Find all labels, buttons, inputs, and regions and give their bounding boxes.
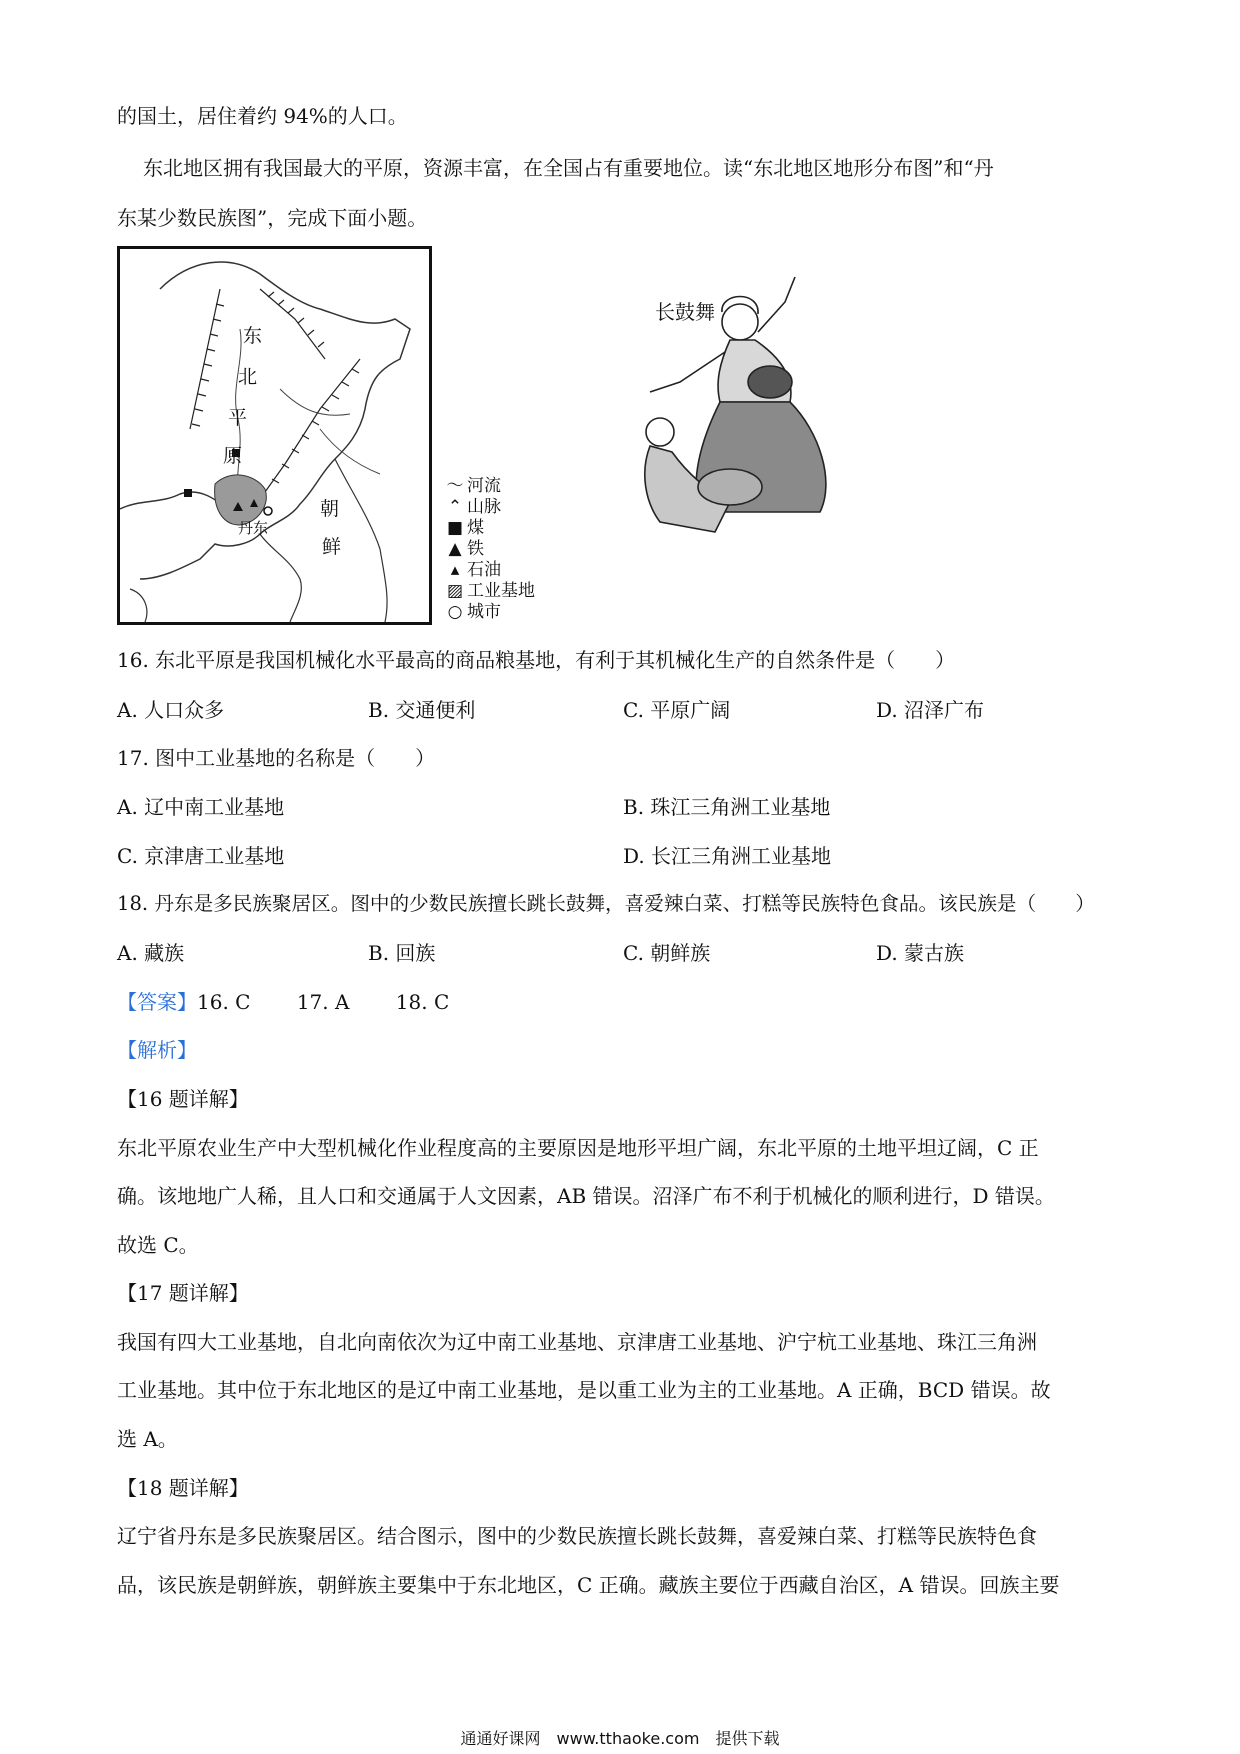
legend-row bbox=[445, 497, 535, 518]
question-18-stem: 18. 丹东是多民族聚居区。图中的少数民族擅长跳长鼓舞，喜爱辣白菜、打糕等民族特色食品。该民族是（ ） bbox=[117, 892, 1095, 915]
detail-17-line-1: 我国有四大工业基地，自北向南依次为辽中南工业基地、京津唐工业基地、沪宁杭工业基地、珠江三角洲 bbox=[117, 1330, 1037, 1354]
map-label-dandong: 丹东 bbox=[238, 519, 269, 537]
question-18-option-d[interactable]: D. 蒙古族 bbox=[876, 941, 965, 965]
map-label-chao: 朝 bbox=[320, 498, 340, 520]
map-label-ping: 平 bbox=[228, 407, 248, 429]
passage-line-1: 东北地区拥有我国最大的平原，资源丰富，在全国占有重要地位。读“东北地区地形分布图”和“丹 bbox=[143, 156, 994, 180]
legend-label: 煤 bbox=[467, 518, 484, 538]
question-17-option-b[interactable]: B. 珠江三角洲工业基地 bbox=[623, 795, 831, 819]
industrial-base-icon: ▨ bbox=[446, 581, 464, 601]
legend-row bbox=[445, 518, 535, 539]
oil-icon: ▴ bbox=[450, 560, 460, 580]
answer-item: 16. C bbox=[197, 990, 251, 1014]
detail-17-heading: 【17 题详解】 bbox=[117, 1281, 249, 1305]
page-footer[interactable]: 通通好课网 www.tthaoke.com 提供下载 bbox=[460, 1729, 780, 1748]
long-drum-dance-illustration bbox=[620, 262, 860, 562]
question-16-stem: 16. 东北平原是我国机械化水平最高的商品粮基地，有利于其机械化生产的自然条件是（ ） bbox=[117, 648, 956, 672]
legend-row bbox=[445, 539, 535, 560]
detail-16-heading: 【16 题详解】 bbox=[117, 1087, 249, 1111]
city-icon: ○ bbox=[447, 602, 463, 622]
question-17-option-d[interactable]: D. 长江三角洲工业基地 bbox=[623, 844, 832, 868]
map-label-yuan: 原 bbox=[223, 445, 243, 467]
answer-item: 18. C bbox=[395, 990, 450, 1014]
legend-label: 石油 bbox=[467, 560, 501, 580]
legend-row bbox=[445, 602, 535, 623]
detail-18-line-1: 辽宁省丹东是多民族聚居区。结合图示，图中的少数民族擅长跳长鼓舞，喜爱辣白菜、打糕等民族特色食 bbox=[117, 1524, 1037, 1548]
question-16-option-a[interactable]: A. 人口众多 bbox=[117, 698, 225, 722]
legend-row bbox=[445, 560, 535, 581]
detail-16-line-1: 东北平原农业生产中大型机械化作业程度高的主要原因是地形平坦广阔，东北平原的土地平坦辽阔，C 正 bbox=[117, 1136, 1039, 1160]
map-drawing bbox=[120, 249, 429, 622]
legend-label: 工业基地 bbox=[467, 581, 535, 601]
question-18-option-c[interactable]: C. 朝鲜族 bbox=[623, 941, 711, 965]
answer-tag: 【答案】 bbox=[117, 990, 197, 1014]
question-17-option-a[interactable]: A. 辽中南工业基地 bbox=[117, 795, 285, 819]
question-16-option-b[interactable]: B. 交通便利 bbox=[368, 698, 476, 722]
river-icon: 〜 bbox=[446, 476, 464, 496]
question-16-option-d[interactable]: D. 沼泽广布 bbox=[876, 698, 985, 722]
detail-18-heading: 【18 题详解】 bbox=[117, 1476, 249, 1500]
detail-16-line-3: 故选 C。 bbox=[117, 1233, 199, 1257]
question-18-option-b[interactable]: B. 回族 bbox=[368, 941, 436, 965]
answer-line bbox=[117, 989, 449, 1015]
map-label-bei: 北 bbox=[238, 366, 258, 388]
map-legend bbox=[445, 476, 535, 623]
passage-line-2: 东某少数民族图”，完成下面小题。 bbox=[117, 206, 428, 230]
map-label-xian: 鲜 bbox=[322, 536, 342, 558]
question-18-option-a[interactable]: A. 藏族 bbox=[117, 941, 185, 965]
legend-row bbox=[445, 581, 535, 602]
coal-icon: ■ bbox=[446, 518, 464, 538]
question-16-option-c[interactable]: C. 平原广阔 bbox=[623, 698, 731, 722]
legend-label: 河流 bbox=[467, 476, 501, 496]
detail-16-line-2: 确。该地地广人稀，且人口和交通属于人文因素，AB 错误。沼泽广布不利于机械化的顺利进行，D 错误。 bbox=[117, 1184, 1055, 1208]
iron-icon: ▲ bbox=[448, 539, 462, 559]
detail-17-line-3: 选 A。 bbox=[117, 1427, 178, 1451]
intro-tail-text: 的国土，居住着约 94%的人口。 bbox=[117, 104, 408, 128]
legend-label: 城市 bbox=[467, 602, 501, 622]
analysis-tag: 【解析】 bbox=[117, 1038, 197, 1062]
mountain-icon: ⌃ bbox=[447, 497, 463, 517]
northeast-terrain-map bbox=[117, 246, 432, 625]
question-17-option-c[interactable]: C. 京津唐工业基地 bbox=[117, 844, 285, 868]
illustration-caption: 长鼓舞 bbox=[655, 300, 715, 324]
detail-17-line-2: 工业基地。其中位于东北地区的是辽中南工业基地，是以重工业为主的工业基地。A 正确，BCD 错误。故 bbox=[117, 1378, 1051, 1402]
legend-label: 铁 bbox=[467, 539, 484, 559]
legend-row bbox=[445, 476, 535, 497]
detail-18-line-2: 品，该民族是朝鲜族，朝鲜族主要集中于东北地区，C 正确。藏族主要位于西藏自治区，A 错误。回族主要 bbox=[117, 1573, 1060, 1597]
map-label-dong: 东 bbox=[243, 325, 263, 347]
answer-item: 17. A bbox=[296, 990, 350, 1014]
legend-label: 山脉 bbox=[467, 497, 501, 517]
question-17-stem: 17. 图中工业基地的名称是（ ） bbox=[117, 746, 436, 770]
